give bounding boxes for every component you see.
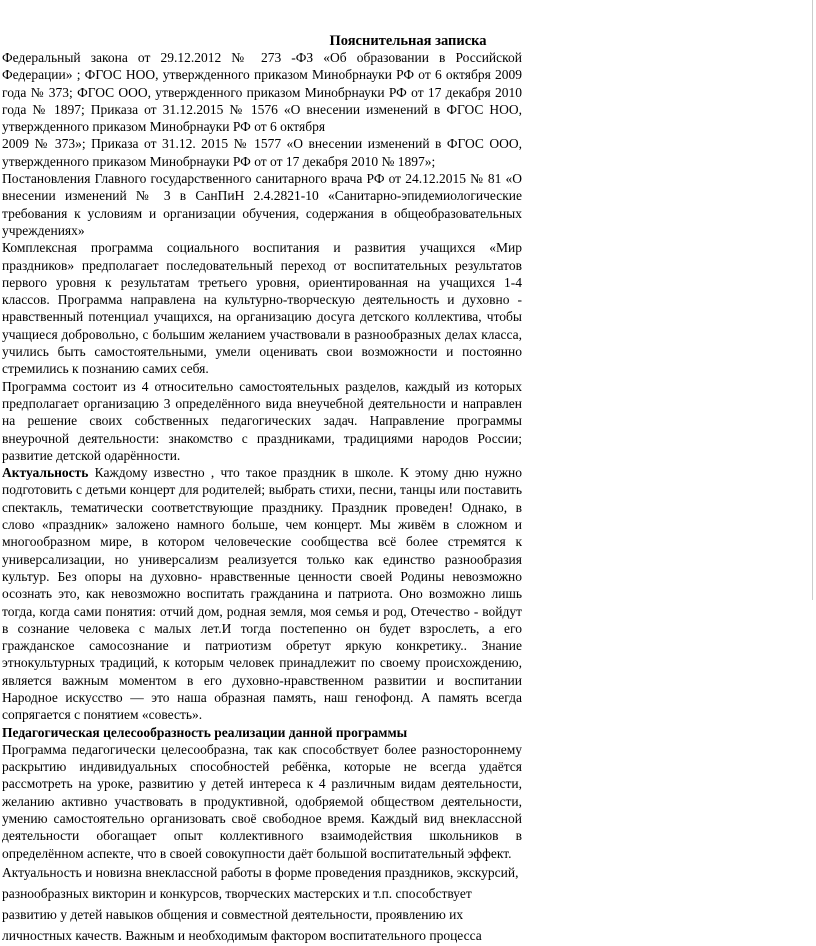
- page-edge-line: [812, 0, 813, 600]
- closing-line-3: развитию у детей навыков общения и совместной деятельности, проявлению их: [2, 906, 464, 922]
- paragraph-actuality: [2, 464, 522, 723]
- closing-line-1: Актуальность и новизна внеклассной работы в форме проведения праздников, экскурсий,: [2, 864, 519, 880]
- paragraph-order-1577: 2009 № 373»; Приказа от 31.12. 2015 № 1577 «О внесении изменений в ФГОС ООО, утвержденного приказом Минобрнауки РФ от от 17 декабря 2010 № 1897»;: [2, 136, 522, 169]
- closing-line-4: личностных качеств. Важным и необходимым фактором воспитательного процесса: [2, 927, 482, 943]
- paragraph-program-overview: Комплексная программа социального воспитания и развития учащихся «Мир праздников» предполагает последовательный переход от воспитательных результатов первого уровня к результатам третьего уровня, ориентированная на учащихся 1-4 классов. Программа направлена на культурно-творческую деятельность и духовно - нравственный потенциал учащихся, на организацию досуга детского коллектива, чтобы учащиеся добровольно, с большим желанием участвовали в разнообразных делах класса, учились быть самостоятельными, умели оценивать свои возможности и постоянно стремились к познанию самих себя.: [2, 240, 522, 377]
- document-title: Пояснительная записка: [329, 33, 487, 49]
- paragraph-sanpin: Постановления Главного государственного санитарного врача РФ от 24.12.2015 № 81 «О внесении изменений № 3 в СанПиН 2.4.2821-10 «Санитарно-эпидемиологические требования к условиям и организации обучения, содержания в общеобразовательных учреждениях»: [2, 171, 522, 238]
- closing-line-2: разнообразных викторин и конкурсов, творческих мастерских и т.п. способствует: [2, 885, 472, 901]
- document-body: [2, 49, 522, 946]
- actuality-text: Каждому известно , что такое праздник в школе. К этому дню нужно подготовить с детьми концерт для родителей; выбрать стихи, песни, танцы или поставить спектакль, тематически соответствующие празднику. Праздник проведен! Однако, в слово «праздник» заложено намного больше, чем концерт. Мы живём в сложном и многообразном мире, в котором человеческие сообщества всё более стремятся к универсализации, но универсализм реализуется только как единство разнообразия культур. Без опоры на духовно- нравственные ценности своей Родины невозможно осознать это, как невозможно воспитать гражданина и патриота. Оно возможно лишь тогда, когда сами понятия: отчий дом, родная земля, моя семья и род, Отечество - войдут в сознание человека с малых лет.И тогда постепенно он будет взрослеть, а его гражданское самосознание и патриотизм обретут яркую конкретику.. Знание этнокультурных традиций, к которым человек принадлежит по своему происхождению, является важным моментом в его духовно-нравственном развитии и воспитании Народное искусство — это наша образная память, наш генофонд. А память всегда сопрягается с понятием «совесть».: [2, 465, 522, 723]
- paragraph-legal-basis: Федеральный закона от 29.12.2012 № 273 -ФЗ «Об образовании в Российской Федерации» ; ФГОС НОО, утвержденного приказом Минобрнауки РФ от 6 октября 2009 года № 373; ФГОС ООО, утвержденного приказом Минобрнауки РФ от 17 декабря 2010 года № 1897; Приказа от 31.12.2015 № 1576 «О внесении изменений в ФГОС НОО, утвержденного приказом Минобрнауки РФ от 6 октября: [2, 50, 522, 135]
- section-heading: Педагогическая целесообразность реализации данной программы: [2, 724, 408, 740]
- actuality-label: Актуальность: [2, 465, 89, 481]
- paragraph-pedagogy: Программа педагогически целесообразна, так как способствует более разностороннему раскрытию индивидуальных способностей ребёнка, которые не всегда удаётся рассмотреть на уроке, развитию у детей интереса к 4 различным видам деятельности, желанию активно участвовать в продуктивной, одобряемой обществом деятельности, умению самостоятельно организовать своё свободное время. Каждый вид внеклассной деятельности обогащает опыт коллективного взаимодействия школьников в определённом аспекте, что в своей совокупности даёт большой воспитательный эффект.: [2, 741, 522, 861]
- paragraph-program-structure: Программа состоит из 4 относительно самостоятельных разделов, каждый из которых предполагает организацию 3 определённого вида внеучебной деятельности и направлен на решение своих собственных педагогических задач. Направление программы внеурочной деятельности: знакомство с праздниками, традициями народов России; развитие детской одарённости.: [2, 378, 522, 463]
